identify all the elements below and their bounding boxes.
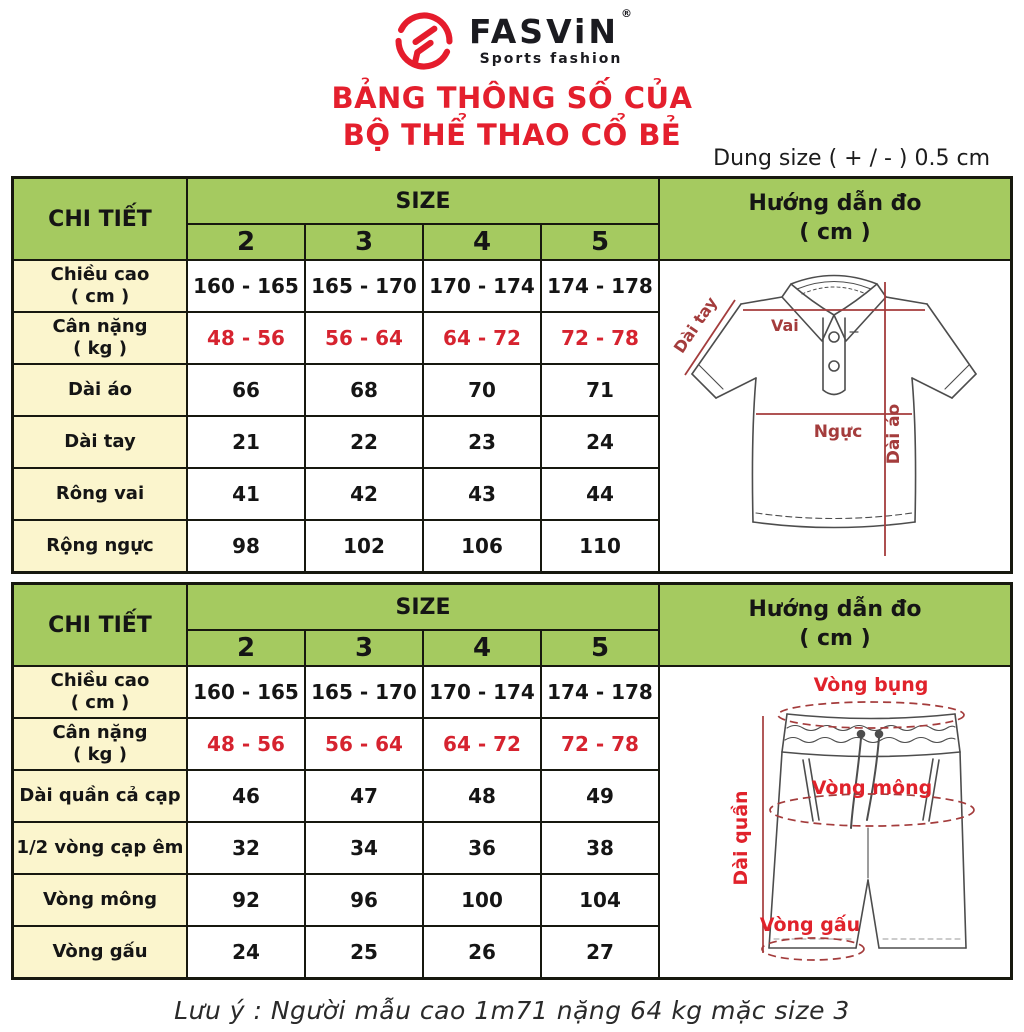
cell-value: 26 [468, 940, 496, 964]
table-cell [188, 771, 304, 821]
table-cell [542, 469, 658, 519]
table-cell [188, 823, 304, 873]
row-label-text: Chiều cao [50, 264, 150, 286]
shorts-detail-header-cell [14, 585, 186, 665]
table-cell [424, 417, 540, 467]
cell-value: 24 [586, 430, 614, 454]
cell-value: 44 [586, 482, 614, 506]
cell-value: 174 - 178 [547, 274, 653, 298]
cell-value: 100 [461, 888, 503, 912]
cell-value: 64 - 72 [443, 326, 521, 350]
table-cell [424, 927, 540, 977]
shorts-row-label [14, 927, 186, 977]
cell-value: 110 [579, 534, 621, 558]
shorts-size-col-5 [542, 631, 658, 665]
size-col-label: 4 [472, 227, 492, 257]
row-label-text: Rộng ngực [46, 535, 154, 557]
cell-value: 22 [350, 430, 378, 454]
waist-measure-label: Vòng bụng [813, 674, 929, 696]
row-label-text: Cân nặng [52, 316, 148, 338]
table-cell [424, 261, 540, 311]
row-label-text: 1/2 vòng cạp êm [16, 837, 184, 859]
cell-value: 165 - 170 [311, 274, 417, 298]
guide-header-line2: ( cm ) [799, 220, 871, 245]
table-cell [306, 823, 422, 873]
table-cell [306, 365, 422, 415]
fasvin-logo-icon [391, 8, 457, 74]
row-label-text: Chiều cao [50, 670, 150, 692]
shorts-row-label [14, 771, 186, 821]
table-cell [306, 261, 422, 311]
table-cell [306, 927, 422, 977]
registered-mark: ® [620, 7, 635, 20]
row-label-text: Dài tay [64, 431, 136, 453]
shirt-row-label [14, 521, 186, 571]
table-cell [542, 667, 658, 717]
detail-header-label: CHI TIẾT [48, 612, 152, 638]
cell-value: 24 [232, 940, 260, 964]
cell-value: 41 [232, 482, 260, 506]
shorts-size-col-4 [424, 631, 540, 665]
shorts-guide-header-cell [660, 585, 1010, 665]
shirt-size-header-cell [188, 179, 658, 223]
table-cell [424, 313, 540, 363]
footer [0, 988, 1024, 1032]
size-col-label: 3 [354, 227, 374, 257]
row-label-text: Dài quần cả cạp [19, 785, 181, 807]
cell-value: 48 - 56 [207, 732, 285, 756]
model-size-note: Lưu ý : Người mẫu cao 1m71 nặng 64 kg mặc size 3 [174, 995, 850, 1025]
table-cell [188, 469, 304, 519]
table-cell [188, 719, 304, 769]
brand-text [469, 7, 635, 67]
cell-value: 36 [468, 836, 496, 860]
sleeve-measure-label: Dài tay [669, 293, 722, 357]
table-cell [188, 417, 304, 467]
cell-value: 96 [350, 888, 378, 912]
shorts-row-label [14, 823, 186, 873]
cell-value: 56 - 64 [325, 326, 403, 350]
cell-value: 42 [350, 482, 378, 506]
shirt-row-label [14, 261, 186, 311]
cell-value: 25 [350, 940, 378, 964]
table-cell [188, 313, 304, 363]
shirt-size-col-3 [306, 225, 422, 259]
cell-value: 106 [461, 534, 503, 558]
cell-value: 170 - 174 [429, 274, 535, 298]
cell-value: 160 - 165 [193, 274, 299, 298]
table-cell [542, 313, 658, 363]
table-cell [306, 875, 422, 925]
cell-value: 160 - 165 [193, 680, 299, 704]
hem-measure-label: Vòng gấu [759, 914, 861, 936]
shorts-size-header-cell [188, 585, 658, 629]
row-label-text: Cân nặng [52, 722, 148, 744]
tolerance-note: Dung size ( + / - ) 0.5 cm [713, 146, 990, 171]
cell-value: 21 [232, 430, 260, 454]
shirt-row-label [14, 365, 186, 415]
row-label-text: Rông vai [55, 483, 145, 505]
detail-header-label: CHI TIẾT [48, 206, 152, 232]
cell-value: 70 [468, 378, 496, 402]
table-cell [424, 771, 540, 821]
brand-name [469, 7, 635, 51]
table-cell [306, 667, 422, 717]
table-cell [188, 927, 304, 977]
cell-value: 27 [586, 940, 614, 964]
cell-value: 102 [343, 534, 385, 558]
cell-value: 92 [232, 888, 260, 912]
shirt-size-col-5 [542, 225, 658, 259]
cell-value: 56 - 64 [325, 732, 403, 756]
table-cell [188, 667, 304, 717]
cell-value: 170 - 174 [429, 680, 535, 704]
table-cell [424, 875, 540, 925]
size-col-label: 5 [590, 227, 610, 257]
cell-value: 46 [232, 784, 260, 808]
cell-value: 68 [350, 378, 378, 402]
shirt-size-table [11, 176, 1013, 574]
page-title-line2: BỘ THỂ THAO CỔ BẺ [342, 118, 682, 153]
row-label-text: Vòng gấu [52, 941, 148, 963]
cell-value: 43 [468, 482, 496, 506]
cell-value: 104 [579, 888, 621, 912]
shorts-measure-diagram [660, 667, 1010, 977]
shorts-length-measure-label: Dài quần [730, 790, 752, 886]
size-col-label: 2 [236, 227, 256, 257]
table-cell [306, 313, 422, 363]
size-header-label: SIZE [395, 594, 451, 620]
hip-measure-label: Vòng mông [811, 777, 933, 799]
cell-value: 32 [232, 836, 260, 860]
table-cell [424, 521, 540, 571]
cell-value: 48 - 56 [207, 326, 285, 350]
cell-value: 72 - 78 [561, 326, 639, 350]
row-sublabel-text: ( kg ) [73, 744, 127, 765]
table-cell [188, 521, 304, 571]
cell-value: 174 - 178 [547, 680, 653, 704]
polo-shirt-drawing [663, 262, 1007, 570]
table-cell [542, 771, 658, 821]
table-cell [306, 469, 422, 519]
size-col-label: 2 [236, 633, 256, 663]
cell-value: 64 - 72 [443, 732, 521, 756]
size-col-label: 3 [354, 633, 374, 663]
table-cell [542, 365, 658, 415]
table-cell [542, 927, 658, 977]
row-label-text: Vòng mông [42, 889, 158, 911]
guide-header-line1: Hướng dẫn đo [748, 597, 922, 623]
shirt-row-label [14, 313, 186, 363]
brand-name-label: FASViN [469, 12, 619, 51]
cell-value: 49 [586, 784, 614, 808]
table-cell [542, 719, 658, 769]
shorts-size-table [11, 582, 1013, 980]
page-title [0, 80, 1024, 154]
row-sublabel-text: ( cm ) [70, 286, 130, 307]
row-sublabel-text: ( cm ) [70, 692, 130, 713]
guide-header-line2: ( cm ) [799, 626, 871, 651]
table-cell [306, 771, 422, 821]
cell-value: 23 [468, 430, 496, 454]
cell-value: 165 - 170 [311, 680, 417, 704]
shorts-row-label [14, 719, 186, 769]
table-cell [306, 521, 422, 571]
table-cell [424, 719, 540, 769]
table-cell [188, 365, 304, 415]
table-cell [424, 365, 540, 415]
shirt-row-label [14, 417, 186, 467]
cell-value: 48 [468, 784, 496, 808]
brand-tagline: Sports fashion [479, 51, 623, 67]
shirt-size-col-2 [188, 225, 304, 259]
page-title-line1: BẢNG THÔNG SỐ CỦA [331, 81, 693, 115]
shirt-detail-header-cell [14, 179, 186, 259]
cell-value: 34 [350, 836, 378, 860]
shirt-row-label [14, 469, 186, 519]
hem-measure-ellipse [762, 938, 864, 960]
shorts-row-label [14, 875, 186, 925]
guide-header-line1: Hướng dẫn đo [748, 191, 922, 217]
shoulder-measure-label: Vai [771, 316, 799, 335]
shorts-size-col-3 [306, 631, 422, 665]
cell-value: 71 [586, 378, 614, 402]
table-cell [424, 469, 540, 519]
cell-value: 38 [586, 836, 614, 860]
shirt-guide-header-cell [660, 179, 1010, 259]
table-cell [424, 823, 540, 873]
table-cell [542, 521, 658, 571]
table-cell [542, 823, 658, 873]
row-sublabel-text: ( kg ) [73, 338, 127, 359]
table-cell [542, 875, 658, 925]
brand-logo [0, 0, 1024, 74]
row-label-text: Dài áo [67, 379, 133, 401]
table-cell [542, 261, 658, 311]
cell-value: 66 [232, 378, 260, 402]
shirt-measure-diagram [660, 261, 1010, 571]
cell-value: 98 [232, 534, 260, 558]
table-cell [188, 261, 304, 311]
table-cell [306, 719, 422, 769]
page-header [0, 0, 1024, 176]
table-cell [188, 875, 304, 925]
shirt-length-measure-label: Dài áo [884, 403, 904, 465]
table-cell [424, 667, 540, 717]
shorts-drawing [663, 668, 1007, 976]
size-col-label: 4 [472, 633, 492, 663]
shorts-row-label [14, 667, 186, 717]
size-header-label: SIZE [395, 188, 451, 214]
shorts-size-col-2 [188, 631, 304, 665]
shirt-size-col-4 [424, 225, 540, 259]
size-col-label: 5 [590, 633, 610, 663]
cell-value: 72 - 78 [561, 732, 639, 756]
table-cell [306, 417, 422, 467]
chest-measure-label: Ngực [813, 422, 863, 442]
cell-value: 47 [350, 784, 378, 808]
table-cell [542, 417, 658, 467]
